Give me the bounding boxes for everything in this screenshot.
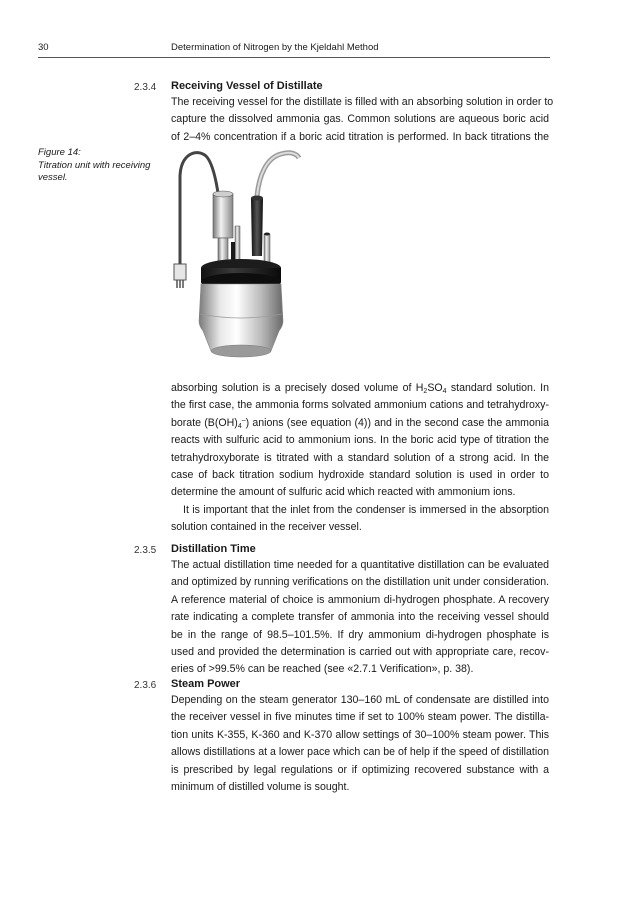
titration-unit-illustration <box>171 146 371 374</box>
section-number-2-3-6: 2.3.6 <box>134 680 157 691</box>
receiving-vessel <box>199 284 283 351</box>
text-line: and optimized by running verifications on the distillation unit under consideration. <box>171 576 550 589</box>
text-line <box>171 415 549 432</box>
section-title-distillation-time: Distillation Time <box>171 543 256 555</box>
cable-connector <box>174 264 186 280</box>
caption-label: Figure 14: <box>38 147 81 158</box>
text-line: capture the dissolved ammonia gas. Common solutions are aqueous boric acid <box>171 113 549 126</box>
text-line: determine the amount of sulfuric acid which reacted with ammonium ions. <box>171 486 516 499</box>
section-title-receiving-vessel: Receiving Vessel of Distillate <box>171 80 323 92</box>
text-line: solution contained in the receiver vessel. <box>171 521 362 534</box>
caption-text: Titration unit with receiving <box>38 159 151 171</box>
paragraph-receiving-vessel-continued <box>171 380 549 537</box>
subscript: 4 <box>442 388 447 395</box>
text-fragment: borate (B(OH) <box>171 416 238 429</box>
temperature-probe <box>251 198 263 256</box>
text-line: eries of >99.5% can be reached (see «2.7.1 Verification», p. 38). <box>171 663 474 676</box>
text-line: allows distillations at a lower pace which can be of help if the speed of distillation <box>171 746 549 759</box>
text-line: Depending on the steam generator 130–160 mL of condensate are distilled into <box>171 694 549 706</box>
text-fragment: SO <box>427 382 443 394</box>
text-line: used and provided the determination is carried out with appropriate care, recov- <box>171 646 549 659</box>
text-line: the first case, the ammonia forms solvated ammonium cations and tetrahydroxy- <box>171 399 549 412</box>
text-line: tion units K-355, K-360 and K-370 allow settings of 30–100% steam power. This <box>171 728 549 741</box>
text-fragment: absorbing solution is a precisely dosed volume of H <box>171 382 424 394</box>
header-rule <box>38 57 550 58</box>
figure-caption <box>38 147 158 185</box>
caption-text: vessel. <box>38 172 68 183</box>
subscript: 4 <box>237 422 242 430</box>
text-fragment: ) anions (see equation (4)) and in the second case the ammonia <box>245 416 549 429</box>
paragraph-receiving-vessel-intro <box>171 94 554 146</box>
text-line: reacts with sulfuric acid to ammonium ions. In the boric acid type of titration the <box>171 434 549 447</box>
text-line: the receiver vessel in five minutes time if set to 100% steam power. The distilla- <box>171 711 549 724</box>
section-title-steam-power: Steam Power <box>171 678 241 690</box>
inlet-tube <box>257 153 299 196</box>
subscript: 2 <box>423 388 428 395</box>
text-line: is prescribed by legal regulations or if optimizing recovered substance with a <box>171 763 549 776</box>
text-line: rate indicating a complete transfer of ammonia into the receiving vessel should <box>171 611 549 624</box>
running-title: Determination of Nitrogen by the Kjeldahl Method <box>171 42 379 53</box>
text-fragment: standard solution. In <box>446 382 549 394</box>
superscript: – <box>241 416 246 424</box>
text-line: tetrahydroxyborate is titrated with a standard solution of a strong acid. In the <box>171 451 549 464</box>
text-line: be in the range of 98.5–101.5%. If dry ammonium di-hydrogen phosphate is <box>171 628 549 641</box>
text-line: minimum of distilled volume is sought. <box>171 781 350 794</box>
text-line <box>171 380 549 397</box>
text-line: case of back titration sodium hydroxide standard solution is used in order to <box>171 469 549 482</box>
paragraph-steam-power <box>171 692 549 796</box>
paragraph-distillation-time <box>171 557 549 679</box>
section-number-2-3-5: 2.3.5 <box>134 545 157 556</box>
text-line: of 2–4% concentration if a boric acid titration is performed. In back titrations the <box>171 130 549 143</box>
section-number-2-3-4: 2.3.4 <box>134 82 157 93</box>
text-line: The receiving vessel for the distillate is filled with an absorbing solution in order to <box>171 96 554 108</box>
text-line: The actual distillation time needed for a quantitative distillation can be evaluated <box>171 559 549 571</box>
text-line: A reference material of choice is ammonium di-hydrogen phosphate. A recovery <box>171 593 549 606</box>
text-line: It is important that the inlet from the condenser is immersed in the absorption <box>183 503 549 516</box>
page-number: 30 <box>38 42 49 53</box>
electrode-body <box>213 194 233 238</box>
